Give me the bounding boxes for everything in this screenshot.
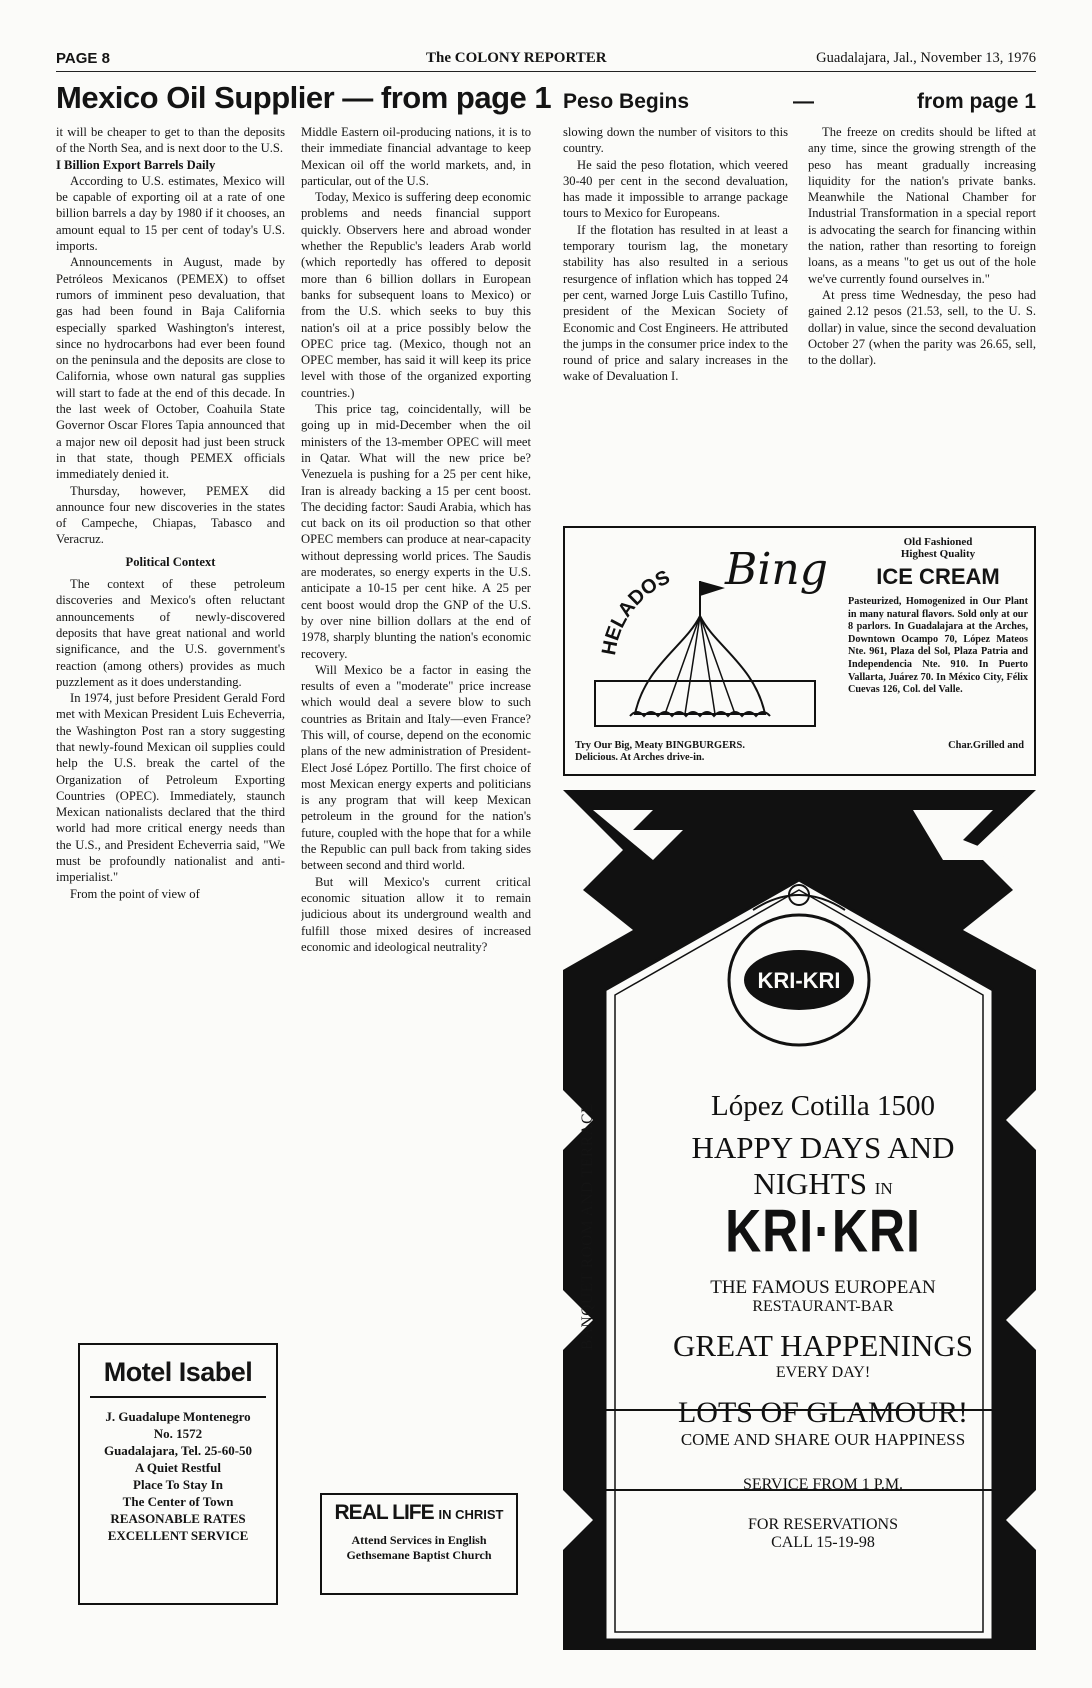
paragraph: In 1974, just before President Gerald Ford met with Mexican President Luis Echeverria, the Washington Post ran a story suggesting that newly-found Mexican oil supplies could help the U.S. break the cartel of the Organization of Petroleum Exporting Countries (OPEC). Immediately, staunch Mexican nationalists declared that the third world had more critical energy needs than the U.S., and President Echeverria said, "We must be profoundly nationalist and anti-imperialist." bbox=[56, 691, 285, 885]
paragraph: But will Mexico's current critical economic situation allow it to remain judicious about its underground wealth and fulfill those mixed desires of increased economic and ideological neutrality? bbox=[301, 874, 531, 954]
kri-kri-reservations: FOR RESERVATIONS bbox=[747, 1516, 898, 1533]
paragraph: At press time Wednesday, the peso had gained 2.12 pesos (21.53, sell, to the U. S. dollar) in value, since the second devaluation October 27 (when the parity was 26.65, sell, to the dollar). bbox=[808, 287, 1036, 368]
paragraph: From the point of view of bbox=[70, 886, 200, 901]
paragraph: slowing down the number of visitors to this country. bbox=[563, 125, 788, 156]
paragraph: Middle Eastern oil-producing nations, it is to their immediate financial advantage to keep Mexican oil off the world markets, and, in particular, out of the U.S. bbox=[301, 125, 531, 188]
kri-kri-address: López Cotilla 1500 bbox=[711, 1090, 935, 1122]
cone-frame bbox=[595, 681, 815, 726]
paragraph: Will Mexico be a factor in easing the results of even a "moderate" price increase which would deal a severe blow to such countries as Britain and Italy—even France? This will, of course, depend on the economic plans of the new administration of President-Elect José López Portillo. The first choice of most Mexican energy experts and politicians is any program that will keep Mexican petroleum in the ground for the nation's future, coupled with the hope that for a while the Republic can pull back from taking sides between second and third world. bbox=[301, 662, 531, 873]
kri-kri-service: SERVICE FROM 1 P.M. bbox=[742, 1476, 904, 1493]
motel-service: EXCELLENT SERVICE bbox=[107, 1528, 249, 1543]
motel-tagline: The Center of Town bbox=[122, 1494, 234, 1509]
paragraph: If the flotation has resulted in at least a temporary tourism lag, the monetary stability has also resulted in a serious resurgence of inflation which has topped 24 per cent, warned Jorge Luis Castillo Tufino, president of the Mexican Society of Economic and Cost Engineers. He attributed the jumps in the consumer price index to the round of price and salary increases in the wake of Devaluation I. bbox=[563, 222, 788, 384]
motel-city-tel: Guadalajara, Tel. 25-60-50 bbox=[103, 1443, 253, 1458]
bingburgers-line: Try Our Big, Meaty BINGBURGERS. bbox=[575, 740, 745, 751]
motel-rates: REASONABLE RATES bbox=[110, 1511, 246, 1526]
kri-kri-ad bbox=[563, 790, 1036, 1650]
real-life-logo bbox=[328, 1501, 510, 1525]
motel-title: Motel Isabel bbox=[103, 1357, 253, 1387]
article-column-1 bbox=[56, 124, 285, 1334]
paragraph: it will be cheaper to get to than the deposits of the North Sea, and is next door to the U.S. bbox=[56, 125, 285, 156]
nights-text: NIGHTS bbox=[753, 1166, 867, 1201]
kri-kri-content bbox=[563, 790, 1036, 1650]
ice-cream-text-block bbox=[848, 536, 1028, 697]
paragraph: He said the peso flotation, which veered 30-40 per cent in the second devaluation, has made it impossible to arrange package tours to Mexico for Europeans. bbox=[563, 157, 788, 221]
real-life-logo-tail: IN CHRIST bbox=[438, 1507, 504, 1522]
kri-kri-glamour: LOTS OF GLAMOUR! bbox=[677, 1396, 968, 1429]
kri-kri-share: COME AND SHARE OUR HAPPINESS bbox=[680, 1430, 966, 1449]
old-fashioned-label: Old Fashioned bbox=[903, 536, 973, 548]
page-number: PAGE 8 bbox=[56, 50, 110, 67]
kri-kri-every-day: EVERY DAY! bbox=[775, 1364, 871, 1381]
helados-text: HELADOS bbox=[597, 566, 674, 657]
bing-ice-cream-ad bbox=[563, 526, 1036, 776]
kri-kri-call: CALL 15-19-98 bbox=[771, 1534, 875, 1551]
real-life-logo-text: REAL LIFE bbox=[334, 1501, 434, 1524]
article-column-2 bbox=[301, 124, 531, 1469]
headline-mexico-oil: Mexico Oil Supplier — from page 1 bbox=[56, 80, 552, 115]
motel-number: No. 1572 bbox=[153, 1426, 203, 1441]
ice-cream-cone-illustration bbox=[575, 536, 835, 736]
kri-kri-restaurant: RESTAURANT-BAR bbox=[752, 1298, 894, 1315]
church-line-1: Attend Services in English bbox=[351, 1533, 487, 1547]
kri-kri-great-happenings: GREAT HAPPENINGS bbox=[673, 1328, 973, 1363]
ice-cream-body: Pasteurized, Homogenized in Our Plant in many natural flavors. Sold only at our 8 parlors. In Guadalajara at the Arches, Downtown Ocampo 70, López Mateos Nte. 961, Plaza del Sol, Plaza Patria and Independencia Nte. 910. In Puerto Vallarta, Juárez 70. In México City, Félix Cuevas 126, Col. del Valle. bbox=[848, 596, 1028, 696]
helados-arc-text bbox=[598, 566, 673, 657]
dateline: Guadalajara, Jal., November 13, 1976 bbox=[816, 50, 1036, 66]
paragraph: Thursday, however, PEMEX did announce four new discoveries in the states of Campeche, Chiapas, Tabasco and Veracruz. bbox=[56, 483, 285, 547]
subheading: I Billion Export Barrels Daily bbox=[56, 157, 216, 172]
article-column-4 bbox=[808, 124, 1036, 519]
kri-kri-famous: THE FAMOUS EUROPEAN bbox=[710, 1277, 936, 1298]
drive-in-line: Delicious. At Arches drive-in. bbox=[575, 752, 705, 763]
subheading: Political Context bbox=[125, 554, 216, 569]
paragraph: This price tag, coincidentally, will be going up in mid-December when the oil ministers of the 13-member OPEC will meet in Qatar. What will the new price be? Venezuela is pushing for a 25 per cent hike, Iran is already backing a 15 per cent boost. The deciding factor: Saudi Arabia, which has cut back on its oil production so that other OPEC members can produce at near-capacity without depressing world prices. The Saudis are moderates, so energy experts in the U.S. anticipate a 10-15 per cent hike. A 25 per cent boost would drop the GNP of the U.S. by over nine billion dollars at the end of 1978, sharply blunting the nation's economic recovery. bbox=[301, 402, 531, 661]
in-text: IN bbox=[874, 1179, 893, 1198]
headline-peso-begins bbox=[563, 90, 1036, 122]
char-grilled-line: Char.Grilled and bbox=[948, 740, 1024, 751]
kri-kri-happy-days: HAPPY DAYS AND bbox=[691, 1130, 955, 1165]
ice-cream-footer bbox=[575, 740, 1024, 764]
motel-isabel-ad bbox=[78, 1343, 278, 1605]
bing-script: Bing bbox=[725, 544, 828, 595]
real-life-church-ad bbox=[320, 1493, 518, 1595]
divider bbox=[90, 1396, 266, 1398]
kri-kri-side-banner: BANQUET ROOM AND TERRACE bbox=[579, 1103, 596, 1350]
paragraph: The context of these petroleum discoveries and Mexico's often reluctant announcements of newly-discovered deposits that have great national and world significance, and the U.S. government's reaction (among others) provides as much puzzlement as it does understanding. bbox=[56, 577, 285, 689]
church-line-2: Gethsemane Baptist Church bbox=[346, 1548, 492, 1562]
paragraph: According to U.S. estimates, Mexico will be capable of exporting oil at a rate of one billion barrels a day by 1980 if it chooses, an amount equal to 15 per cent of today's U.S. imports. bbox=[56, 173, 285, 254]
tent-icon bbox=[635, 616, 765, 714]
motel-tagline: A Quiet Restful bbox=[135, 1460, 221, 1475]
paragraph: Today, Mexico is suffering deep economic problems and needs financial support quickly. Observers here and abroad wonder whether the Republic's leaders Arab world (which reportedly has offered to deposit more than 6 billion dollars in European banks for subsequent loans to Mexico) or from the U.S. which seeks to buy this nation's oil at a price possibly below the OPEC price tag. (Mexico, though not an OPEC member, has said it will keep its price level with those of the organized exporting countries.) bbox=[301, 190, 531, 400]
paragraph: Announcements in August, made by Petróleos Mexicanos (PEMEX) to offset rumors of imminent peso devaluation, that gas had been found in Baja California especially sparked Washington's interest, since no hydrocarbons had ever been found on the peninsula and the deposits are close to California, whose own natural gas supplies will start to fade at the end of this decade. In the last week of October, Coahuila State Governor Oscar Flores Tapia announced that a major new oil deposit had just been struck in that state, though PEMEX officials immediately denied it. bbox=[56, 255, 285, 482]
headline-peso-part1: Peso Begins bbox=[563, 90, 690, 113]
tent-stripes bbox=[665, 616, 735, 714]
article-column-3 bbox=[563, 124, 788, 519]
ice-cream-title: ICE CREAM bbox=[876, 564, 1000, 589]
flag-icon bbox=[700, 581, 725, 596]
headline-peso-dash: — bbox=[793, 90, 814, 113]
kri-kri-logo: KRI·KRI bbox=[725, 1197, 921, 1265]
highest-quality-label: Highest Quality bbox=[900, 548, 976, 560]
masthead bbox=[56, 50, 1036, 72]
motel-owner: J. Guadalupe Montenegro bbox=[105, 1409, 251, 1424]
headline-peso-part2: from page 1 bbox=[916, 90, 1036, 113]
newspaper-name: The COLONY REPORTER bbox=[426, 50, 607, 66]
motel-tagline: Place To Stay In bbox=[133, 1477, 223, 1492]
kri-kri-emblem-text: KRI-KRI bbox=[757, 968, 841, 993]
paragraph: The freeze on credits should be lifted at any time, since the growing strength of the peso has meant gradually increasing liquidity for the nation's private banks. Meanwhile the National Chamber for Industrial Transformation in a special report is advocating the search for financing within the nation, rather than resorting to foreign loans, as a means "to get us out of the hole we've currently found ourselves in." bbox=[808, 125, 1036, 286]
